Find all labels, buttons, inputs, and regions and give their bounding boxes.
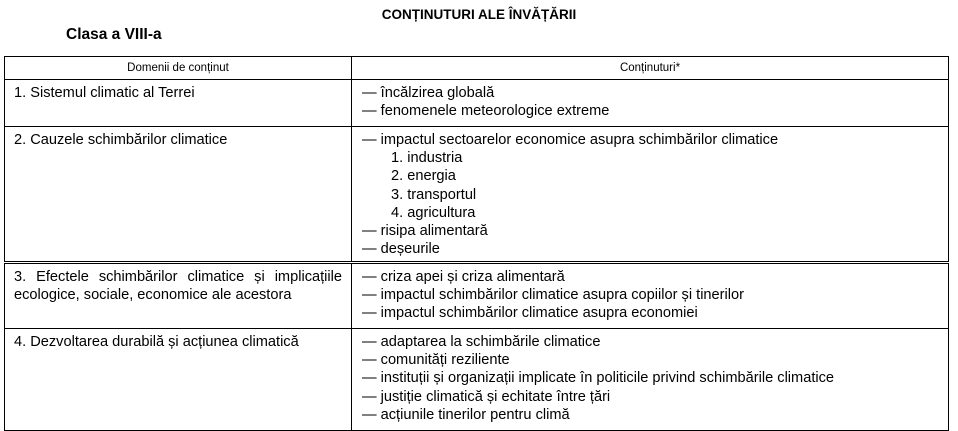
content-item: — criza apei și criza alimentară bbox=[362, 269, 565, 285]
content-cell bbox=[352, 329, 949, 431]
curriculum-table bbox=[4, 56, 949, 431]
content-item: — impactul schimbărilor climatice asupra economiei bbox=[362, 305, 698, 322]
header-contents: Conținuturi* bbox=[352, 57, 949, 80]
content-cell bbox=[352, 127, 949, 263]
content-item: — justiție climatică și echitate între țări bbox=[362, 388, 611, 405]
domain-cell: 2. Cauzele schimbărilor climatice bbox=[5, 127, 352, 263]
content-item: — adaptarea la schimbările climatice bbox=[362, 334, 601, 350]
page-title: CONȚINUTURI ALE ÎNVĂȚĂRII bbox=[381, 7, 577, 22]
table-row bbox=[5, 329, 949, 431]
content-subitem: 2. energia bbox=[391, 168, 456, 185]
content-cell bbox=[352, 80, 949, 127]
content-item: — fenomenele meteorologice extreme bbox=[362, 103, 610, 120]
table-header-row bbox=[5, 57, 949, 80]
content-subitem: 4. agricultura bbox=[391, 204, 476, 221]
content-item: — instituții și organizații implicate în politicile privind schimbările climatice bbox=[362, 370, 835, 387]
content-subitem: 3. transportul bbox=[391, 186, 477, 203]
table-row bbox=[5, 263, 949, 329]
domain-cell: 3. Efectele schimbărilor climatice și implicațiile ecologice, sociale, economice ale acestora bbox=[5, 263, 352, 329]
content-item: — impactul schimbărilor climatice asupra copiilor și tinerilor bbox=[362, 287, 744, 304]
content-item: — impactul sectoarelor economice asupra schimbărilor climatice bbox=[362, 132, 779, 148]
content-item: — comunități reziliente bbox=[362, 352, 510, 369]
content-subitem: 1. industria bbox=[391, 150, 463, 167]
header-domains: Domenii de conținut bbox=[5, 57, 352, 80]
domain-cell: 1. Sistemul climatic al Terrei bbox=[5, 80, 352, 127]
domain-cell: 4. Dezvoltarea durabilă și acțiunea climatică bbox=[5, 329, 352, 431]
class-label: Clasa a VIII-a bbox=[66, 26, 162, 43]
content-item: — încălzirea globală bbox=[362, 85, 495, 101]
content-item: — risipa alimentară bbox=[362, 223, 488, 240]
content-cell bbox=[352, 263, 949, 329]
table-row bbox=[5, 80, 949, 127]
content-item: — acțiunile tinerilor pentru climă bbox=[362, 406, 570, 423]
table-row bbox=[5, 127, 949, 263]
content-item: — deșeurile bbox=[362, 241, 440, 258]
